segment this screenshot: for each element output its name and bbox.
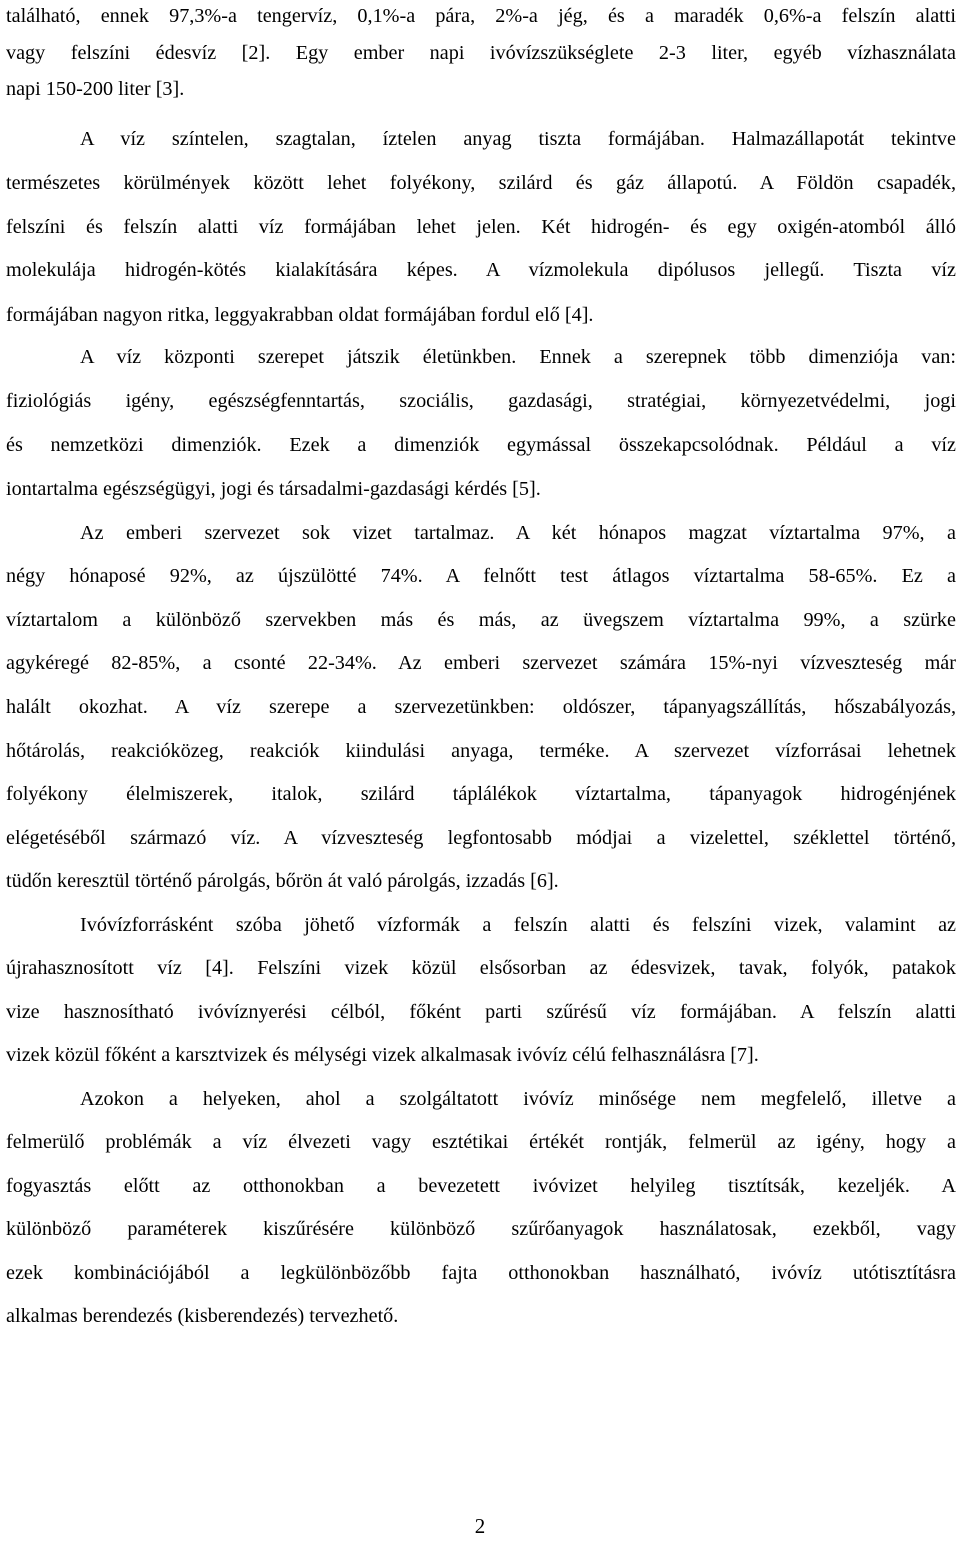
text-line: fiziológiás igény, egészségfenntartás, szociális, gazdasági, stratégiai, környezetvédelmi, jogi bbox=[6, 390, 956, 412]
text-line: ezek kombinációjából a legkülönbözőbb fajta otthonokban használható, ivóvíz utótisztításra bbox=[6, 1262, 956, 1284]
text-line: felszíni és felszín alatti víz formájában lehet jelen. Két hidrogén- és egy oxigén-atomból álló bbox=[6, 216, 956, 238]
text-line: folyékony élelmiszerek, italok, szilárd táplálékok víztartalma, tápanyagok hidrogénjének bbox=[6, 783, 956, 805]
text-line: formájában nagyon ritka, leggyakrabban oldat formájában fordul elő [4]. bbox=[6, 304, 594, 326]
text-line: hőtárolás, reakcióközeg, reakciók kiindulási anyaga, terméke. A szervezet vízforrásai lehetnek bbox=[6, 740, 956, 762]
text-line: négy hónaposé 92%, az újszülötté 74%. A felnőtt test átlagos víztartalma 58-65%. Ez a bbox=[6, 565, 956, 587]
text-line: halált okozhat. A víz szerepe a szervezetünkben: oldószer, tápanyagszállítás, hőszabályozás, bbox=[6, 696, 956, 718]
text-line: agykéregé 82-85%, a csonté 22-34%. Az emberi szervezet számára 15%-nyi vízveszteség már bbox=[6, 652, 956, 674]
text-line: Ivóvízforrásként szóba jöhető vízformák a felszín alatti és felszíni vizek, valamint az bbox=[80, 914, 956, 936]
text-line: tüdőn keresztül történő párolgás, bőrön át való párolgás, izzadás [6]. bbox=[6, 870, 559, 892]
text-line: és nemzetközi dimenziók. Ezek a dimenziók egymással összekapcsolódnak. Például a víz bbox=[6, 434, 956, 456]
text-line: Az emberi szervezet sok vizet tartalmaz. A két hónapos magzat víztartalma 97%, a bbox=[80, 522, 956, 544]
text-line: iontartalma egészségügyi, jogi és társadalmi-gazdasági kérdés [5]. bbox=[6, 478, 541, 500]
text-line: napi 150-200 liter [3]. bbox=[6, 78, 185, 100]
text-line: A víz színtelen, szagtalan, íztelen anyag tiszta formájában. Halmazállapotát tekintve bbox=[80, 128, 956, 150]
text-line: fogyasztás előtt az otthonokban a bevezetett ivóvizet helyileg tisztítsák, kezeljék. A bbox=[6, 1175, 956, 1197]
text-line: A víz központi szerepet játszik életünkben. Ennek a szerepnek több dimenziója van: bbox=[80, 346, 956, 368]
page-number: 2 bbox=[474, 1514, 486, 1538]
text-line: vagy felszíni édesvíz [2]. Egy ember napi ivóvízszükséglete 2-3 liter, egyéb vízhasználata bbox=[6, 42, 956, 64]
text-line: természetes körülmények között lehet folyékony, szilárd és gáz állapotú. A Földön csapadék, bbox=[6, 172, 956, 194]
text-line: alkalmas berendezés (kisberendezés) tervezhető. bbox=[6, 1305, 399, 1327]
text-line: különböző paraméterek kiszűrésére különböző szűrőanyagok használatosak, ezekből, vagy bbox=[6, 1218, 956, 1240]
text-line: újrahasznosított víz [4]. Felszíni vizek közül elsősorban az édesvizek, tavak, folyók, patakok bbox=[6, 957, 956, 979]
text-line: Azokon a helyeken, ahol a szolgáltatott ivóvíz minősége nem megfelelő, illetve a bbox=[80, 1088, 956, 1110]
text-line: felmerülő problémák a víz élvezeti vagy esztétikai értékét rontják, felmerül az igény, hogy a bbox=[6, 1131, 956, 1153]
text-line: molekulája hidrogén-kötés kialakítására képes. A vízmolekula dipólusos jellegű. Tiszta víz bbox=[6, 259, 956, 281]
text-line: található, ennek 97,3%-a tengervíz, 0,1%-a pára, 2%-a jég, és a maradék 0,6%-a felszín alatti bbox=[6, 5, 956, 27]
text-line: vizek közül főként a karsztvizek és mélységi vizek alkalmasak ivóvíz célú felhasználásra [7]. bbox=[6, 1044, 759, 1066]
text-line: víztartalom a különböző szervekben más és más, az üvegszem víztartalma 99%, a szürke bbox=[6, 609, 956, 631]
text-line: elégetéséből származó víz. A vízveszteség legfontosabb módjai a vizelettel, széklettel történő, bbox=[6, 827, 956, 849]
text-line: vize hasznosítható ivóvíznyerési célból, főként parti szűrésű víz formájában. A felszín alatti bbox=[6, 1001, 956, 1023]
